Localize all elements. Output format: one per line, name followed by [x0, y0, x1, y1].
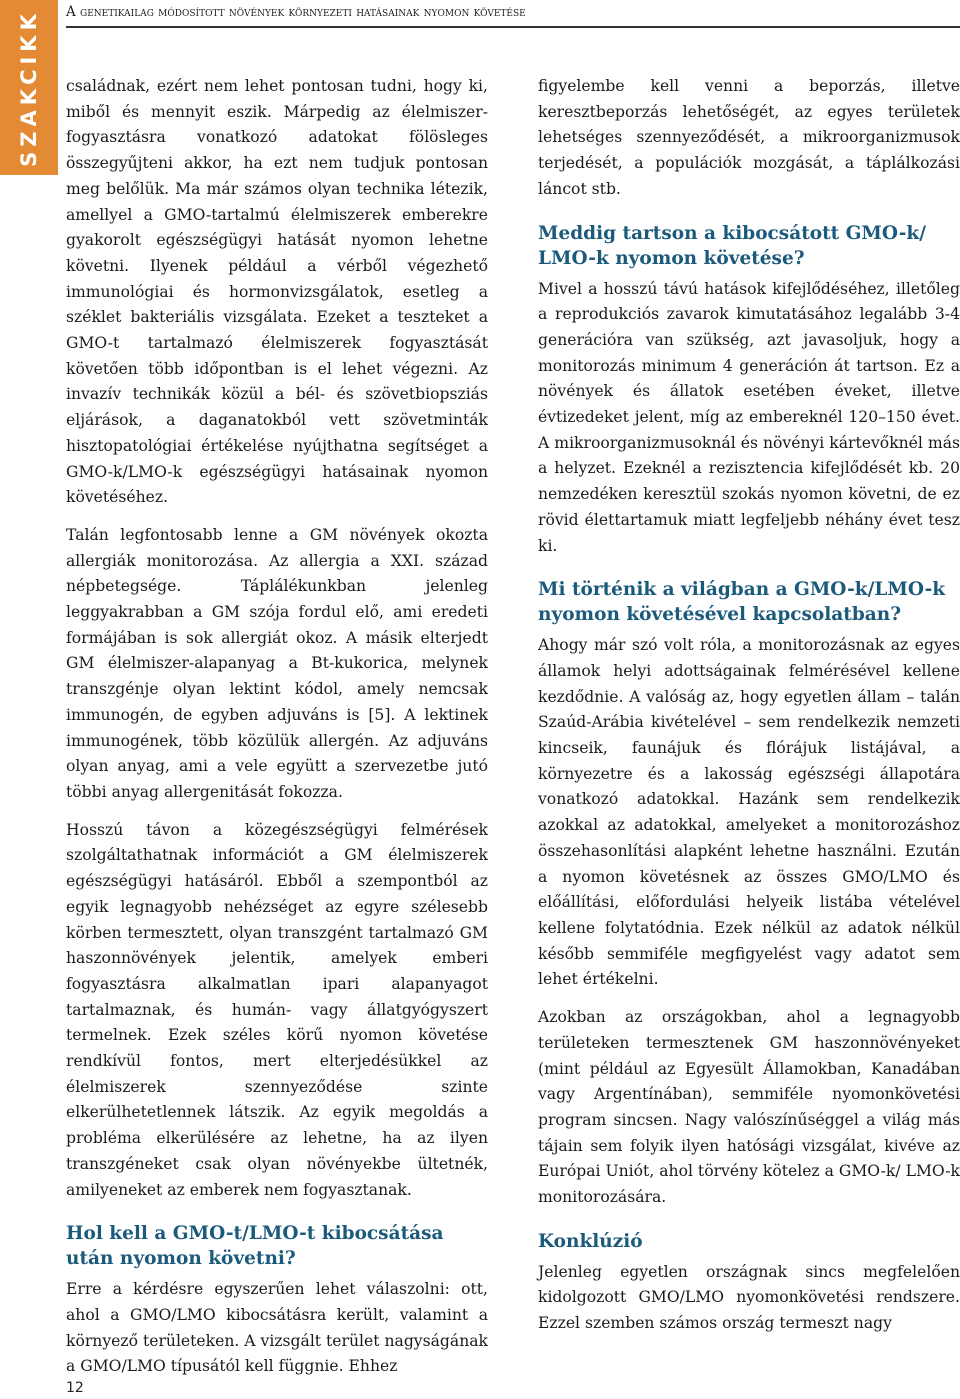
running-header: A genetikailag módosított növények környezeti hatásainak nyomon követése: [66, 4, 526, 20]
paragraph: Azokban az országokban, ahol a legnagyobb területeken termesztenek GM haszonnövényeket (mint például az Egyesült Államokban, Kanadában vagy Argentínában), semmiféle nyomonkövetési program sincsen. Nagy valószínűséggel a világ más tájain sem folyik ilyen hatósági vizsgálat, kivéve az Európai Uniót, ahol törvény kötelez a GMO-k/ LMO-k monitorozására.: [538, 1008, 960, 1207]
paragraph: Mivel a hosszú távú hatások kifejlődéséhez, illetőleg a reprodukciós zavarok kimutatásához legalább 3-4 generációra van szükség, azt javasoljuk, hogy a monitorozás minimum 4 generáción át tartson. Ez a növények és állatok esetében éveket, illetve évtizedeket jelent, míg az embereknél 120–150 évet. A mikroorganizmusoknál és növényi kártevőknél más a helyzet. Ezeknél a rezisztencia kifejlődését kb. 20 nemzedéken keresztül szokás nyomon követni, de ez rövid élettartamuk miatt legfeljebb néhány évet tesz ki.: [538, 279, 960, 555]
paragraph: Jelenleg egyetlen országnak sincs megfelelően kidolgozott GMO/LMO nyomonkövetési rendszere. Ezzel szemben számos ország termeszt nagy: [538, 1262, 960, 1333]
section-heading: Mi történik a világban a GMO-k/LMO-k nyomon követésével kapcsolatban?: [538, 579, 946, 626]
paragraph: Talán legfontosabb lenne a GM növények okozta allergiák monitorozása. Az allergia a XXI. század népbetegsége. Táplálékunkban jelenleg leggyakrabban a GM szója fordul elő, ami eredeti formájában is sok allergiát okoz. A másik elterjedt GM élelmiszer-alapanyag a Bt-kukorica, melynek transzgénje olyan lektint kódol, amely nemcsak immunogén, de egyben adjuváns is [5]. A lektinek immunogének, több közülük allergén. Az adjuváns olyan anyag, ami a vele együtt a szervezetbe jutó többi anyag allergenitását fokozza.: [66, 525, 488, 801]
section-tab-label: SZAKCIKK: [17, 9, 41, 167]
paragraph: figyelembe kell venni a beporzás, illetve keresztbeporzás lehetőségét, az egyes területek lehetséges szennyeződését, a mikroorganizmusok terjedését, a populációk mozgását, a táplálkozási láncot stb.: [538, 77, 960, 198]
page-number: 12: [66, 1380, 84, 1396]
header-rule: [66, 26, 960, 28]
paragraph: Ahogy már szó volt róla, a monitorozásnak az egyes államok helyi adottságainak felmérésével kellene kezdődnie. A valóság az, hogy egyetlen állam – talán Szaúd-Arábia kivételével – sem rendelkezik nemzeti kincseik, faunájuk és flórájuk listájával, a környezetre és a lakosság egészségi állapotára vonatkozó adatokkal. Hazánk sem rendelkezik azokkal az adatokkal, amelyeket a monitorozáshoz összehasonlítási alapként lehetne használni. Ezután a nyomon követésnek az összes GMO/LMO és előállítási, előfordulási helyeik listába vételével kellene folytatódnia. Ezek nélkül az adatok nélkül később semmiféle megfigyelést vagy adatot sem lehet értékelni.: [538, 636, 960, 989]
right-column: [538, 74, 960, 1349]
paragraph: Erre a kérdésre egyszerűen lehet válaszolni: ott, ahol a GMO/LMO kibocsátásra került, valamint a környező területeken. A vizsgált terület nagyságának a GMO/LMO típusától kell függnie. Ehhez: [66, 1280, 488, 1376]
left-column: [66, 74, 488, 1392]
section-tab: [0, 0, 58, 175]
section-heading: Hol kell a GMO-t/LMO-t kibocsátása után nyomon követni?: [66, 1223, 444, 1270]
section-heading: Konklúzió: [538, 1230, 643, 1252]
paragraph: családnak, ezért nem lehet pontosan tudni, hogy ki, miből és mennyit eszik. Márpedig az élelmiszer-fogyasztásra vonatkozó adatokat fölösleges összegyűjteni akkor, ha ezt nem tudjuk pontosan meg belőlük. Ma már számos olyan technika létezik, amellyel a GMO-tartalmú élelmiszerek emberekre gyakorolt egészségügyi hatását nyomon lehetne követni. Ilyenek például a vérből végezhető immunológiai és hormonvizsgálatok, esetleg a széklet bakteriális vizsgálata. Ezeket a teszteket a GMO-t tartalmazó élelmiszerek fogyasztását követően több időpontban is el lehet végezni. Az invazív technikák közül a bél- és szövetbiopsziás eljárások, a daganatokból vett szövetminták hisztopatológiai értékelése nyújthatna segítséget a GMO-k/LMO-k egészségügyi hatásainak nyomon követéséhez.: [66, 77, 488, 507]
section-heading: Meddig tartson a kibocsátott GMO-k/ LMO-k nyomon követése?: [538, 222, 926, 269]
paragraph: Hosszú távon a közegészségügyi felmérések szolgáltathatnak információt a GM élelmiszerek egészségügyi hatásáról. Ebből a szempontból az egyik legnagyobb nehézséget az egyre szélesebb körben termesztett, olyan transzgént tartalmazó GM haszonnövények jelentik, amelyek emberi fogyasztásra alkalmatlan ipari alapanyagot tartalmaznak, és humán- vagy állatgyógyszert termelnek. Ezek széles körű nyomon követése rendkívül fontos, mert elterjedésükkel az élelmiszerek szennyeződése szinte elkerülhetetlennek látszik. Az egyik megoldás a probléma elkerülésére az lehetne, ha az ilyen transzgéneket csak olyan növényekbe ültetnék, amilyeneket az emberek nem fogyasztanak.: [66, 820, 488, 1199]
